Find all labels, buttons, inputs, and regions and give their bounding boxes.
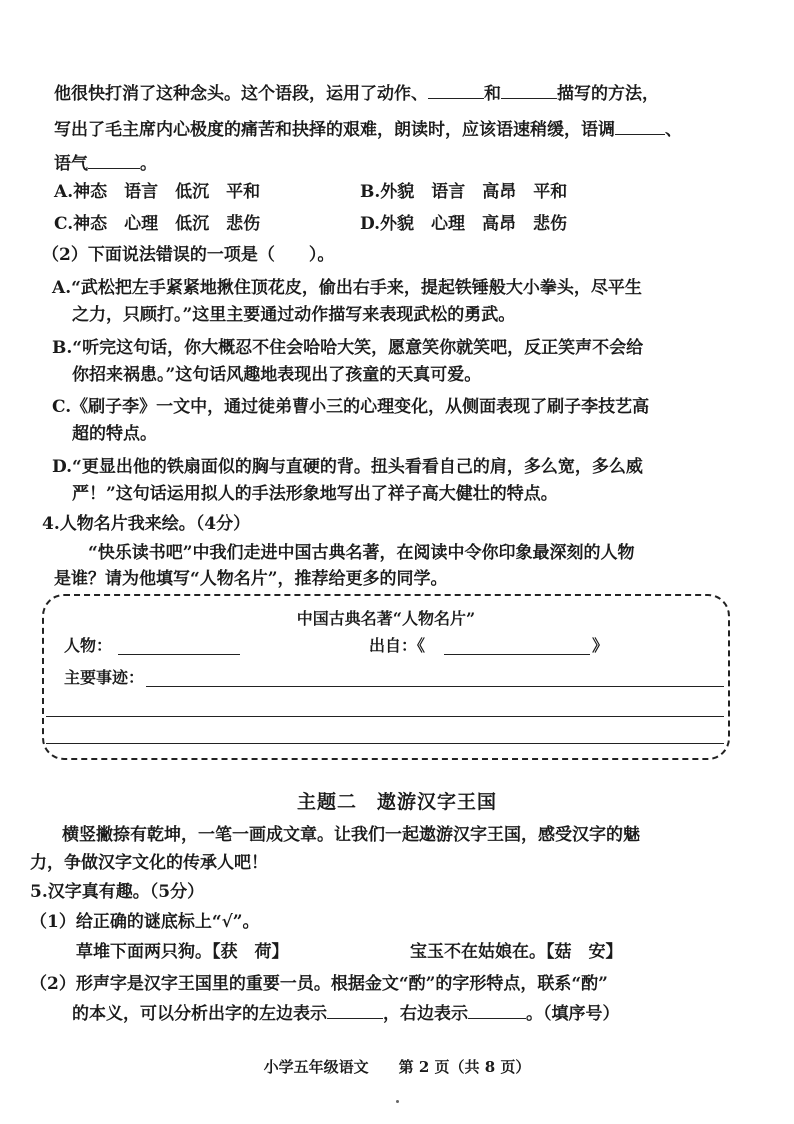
text-span: 描写的方法，	[557, 84, 659, 104]
text-line	[54, 116, 682, 142]
paragraph-line: 横竖撇捺有乾坤，一笔一画成文章。让我们一起遨游汉字王国，感受汉字的魅	[62, 825, 640, 845]
character-card	[42, 594, 730, 760]
book-bracket-open: 《	[417, 636, 426, 655]
choice-a[interactable]: A.神态 语言 低沉 平和	[54, 182, 261, 202]
book-bracket-close: 》	[592, 636, 609, 655]
option-b-line1: B.“听完这句话，你大概忍不住会哈哈大笑，愿意笑你就笑吧，反正笑声不会给	[52, 338, 644, 358]
question-title: 5.汉字真有趣。（5分）	[30, 882, 205, 902]
choice-d[interactable]: D.外貌 心理 高昂 悲伤	[360, 214, 568, 234]
option-a-line2: 之力，只顾打。”这里主要通过动作描写来表现武松的勇武。	[72, 305, 516, 325]
answer-blank[interactable]	[615, 116, 665, 135]
paragraph-line: “快乐读书吧”中我们走进中国古典名著，在阅读中令你印象最深刻的人物	[88, 543, 635, 563]
option-c-line2: 超的特点。	[72, 424, 157, 444]
text-span: 他很快打消了这种念头。这个语段，运用了动作、	[54, 84, 428, 104]
text-span: 的本义，可以分析出字的左边表示	[72, 1004, 327, 1024]
section-heading: 主题二 遨游汉字王国	[296, 791, 497, 813]
text-span: 。	[140, 154, 157, 174]
source-label	[369, 634, 425, 658]
answer-blank[interactable]	[428, 80, 484, 99]
source-field[interactable]	[444, 654, 590, 655]
riddle-2[interactable]: 宝玉不在姑娘在。【菇 安】	[410, 942, 623, 962]
text-span: 写出了毛主席内心极度的痛苦和抉择的艰难，朗读时，应该语速稍缓，语调	[54, 120, 615, 140]
text-line	[54, 80, 659, 106]
paragraph-line: 力，争做汉字文化的传承人吧！	[30, 853, 268, 873]
option-d-line2: 严！”这句话运用拟人的手法形象地写出了祥子高大健壮的特点。	[72, 484, 558, 504]
option-d-line1: D.“更显出他的铁扇面似的胸与直硬的背。扭头看看自己的肩，多么宽，多么威	[52, 457, 643, 477]
question-stem: （2）下面说法错误的一项是（ ）。	[42, 245, 335, 265]
option-c-line1: C.《刷子李》一文中，通过徒弟曹小三的心理变化，从侧面表现了刷子李技艺高	[52, 397, 650, 417]
sub-question: （2）形声字是汉字王国里的重要一员。根据金文“酌”的字形特点，联系“酌”	[30, 974, 608, 994]
choice-b[interactable]: B.外貌 语言 高昂 平和	[360, 182, 568, 202]
riddle-1[interactable]: 草堆下面两只狗。【获 荷】	[76, 942, 289, 962]
text-span: 。（填序号）	[526, 1004, 620, 1024]
text-line	[54, 150, 157, 176]
deeds-field-line2[interactable]	[46, 716, 724, 717]
scan-speck	[396, 1100, 399, 1103]
source-label-text: 出自：	[369, 636, 418, 655]
option-a-line1: A.“武松把左手紧紧地揪住顶花皮，偷出右手来，提起铁锤般大小拳头，尽平生	[52, 278, 642, 298]
answer-blank[interactable]	[468, 1000, 526, 1019]
deeds-field-line1[interactable]	[146, 686, 724, 687]
question-title: 4.人物名片我来绘。（4分）	[42, 514, 251, 534]
text-line	[72, 1000, 620, 1026]
option-b-line2: 你招来祸患。”这句话风趣地表现出了孩童的天真可爱。	[72, 365, 482, 385]
page-footer: 小学五年级语文 第 2 页（共 8 页）	[263, 1058, 531, 1076]
choice-c[interactable]: C.神态 心理 低沉 悲伤	[54, 214, 261, 234]
answer-blank[interactable]	[88, 150, 140, 169]
text-span: 语气	[54, 154, 88, 174]
text-span: ，右边表示	[383, 1004, 468, 1024]
deeds-label: 主要事迹：	[64, 668, 145, 687]
text-span: 和	[484, 84, 501, 104]
deeds-field-line3[interactable]	[46, 743, 724, 744]
answer-blank[interactable]	[327, 1000, 383, 1019]
sub-question: （1）给正确的谜底标上“√”。	[30, 912, 260, 932]
answer-blank[interactable]	[501, 80, 557, 99]
person-label: 人物：	[64, 636, 113, 655]
text-span: 、	[665, 120, 682, 140]
card-title: 中国古典名著“人物名片”	[296, 609, 476, 628]
person-field[interactable]	[118, 654, 240, 655]
paragraph-line: 是谁？请为他填写“人物名片”，推荐给更多的同学。	[54, 569, 448, 589]
